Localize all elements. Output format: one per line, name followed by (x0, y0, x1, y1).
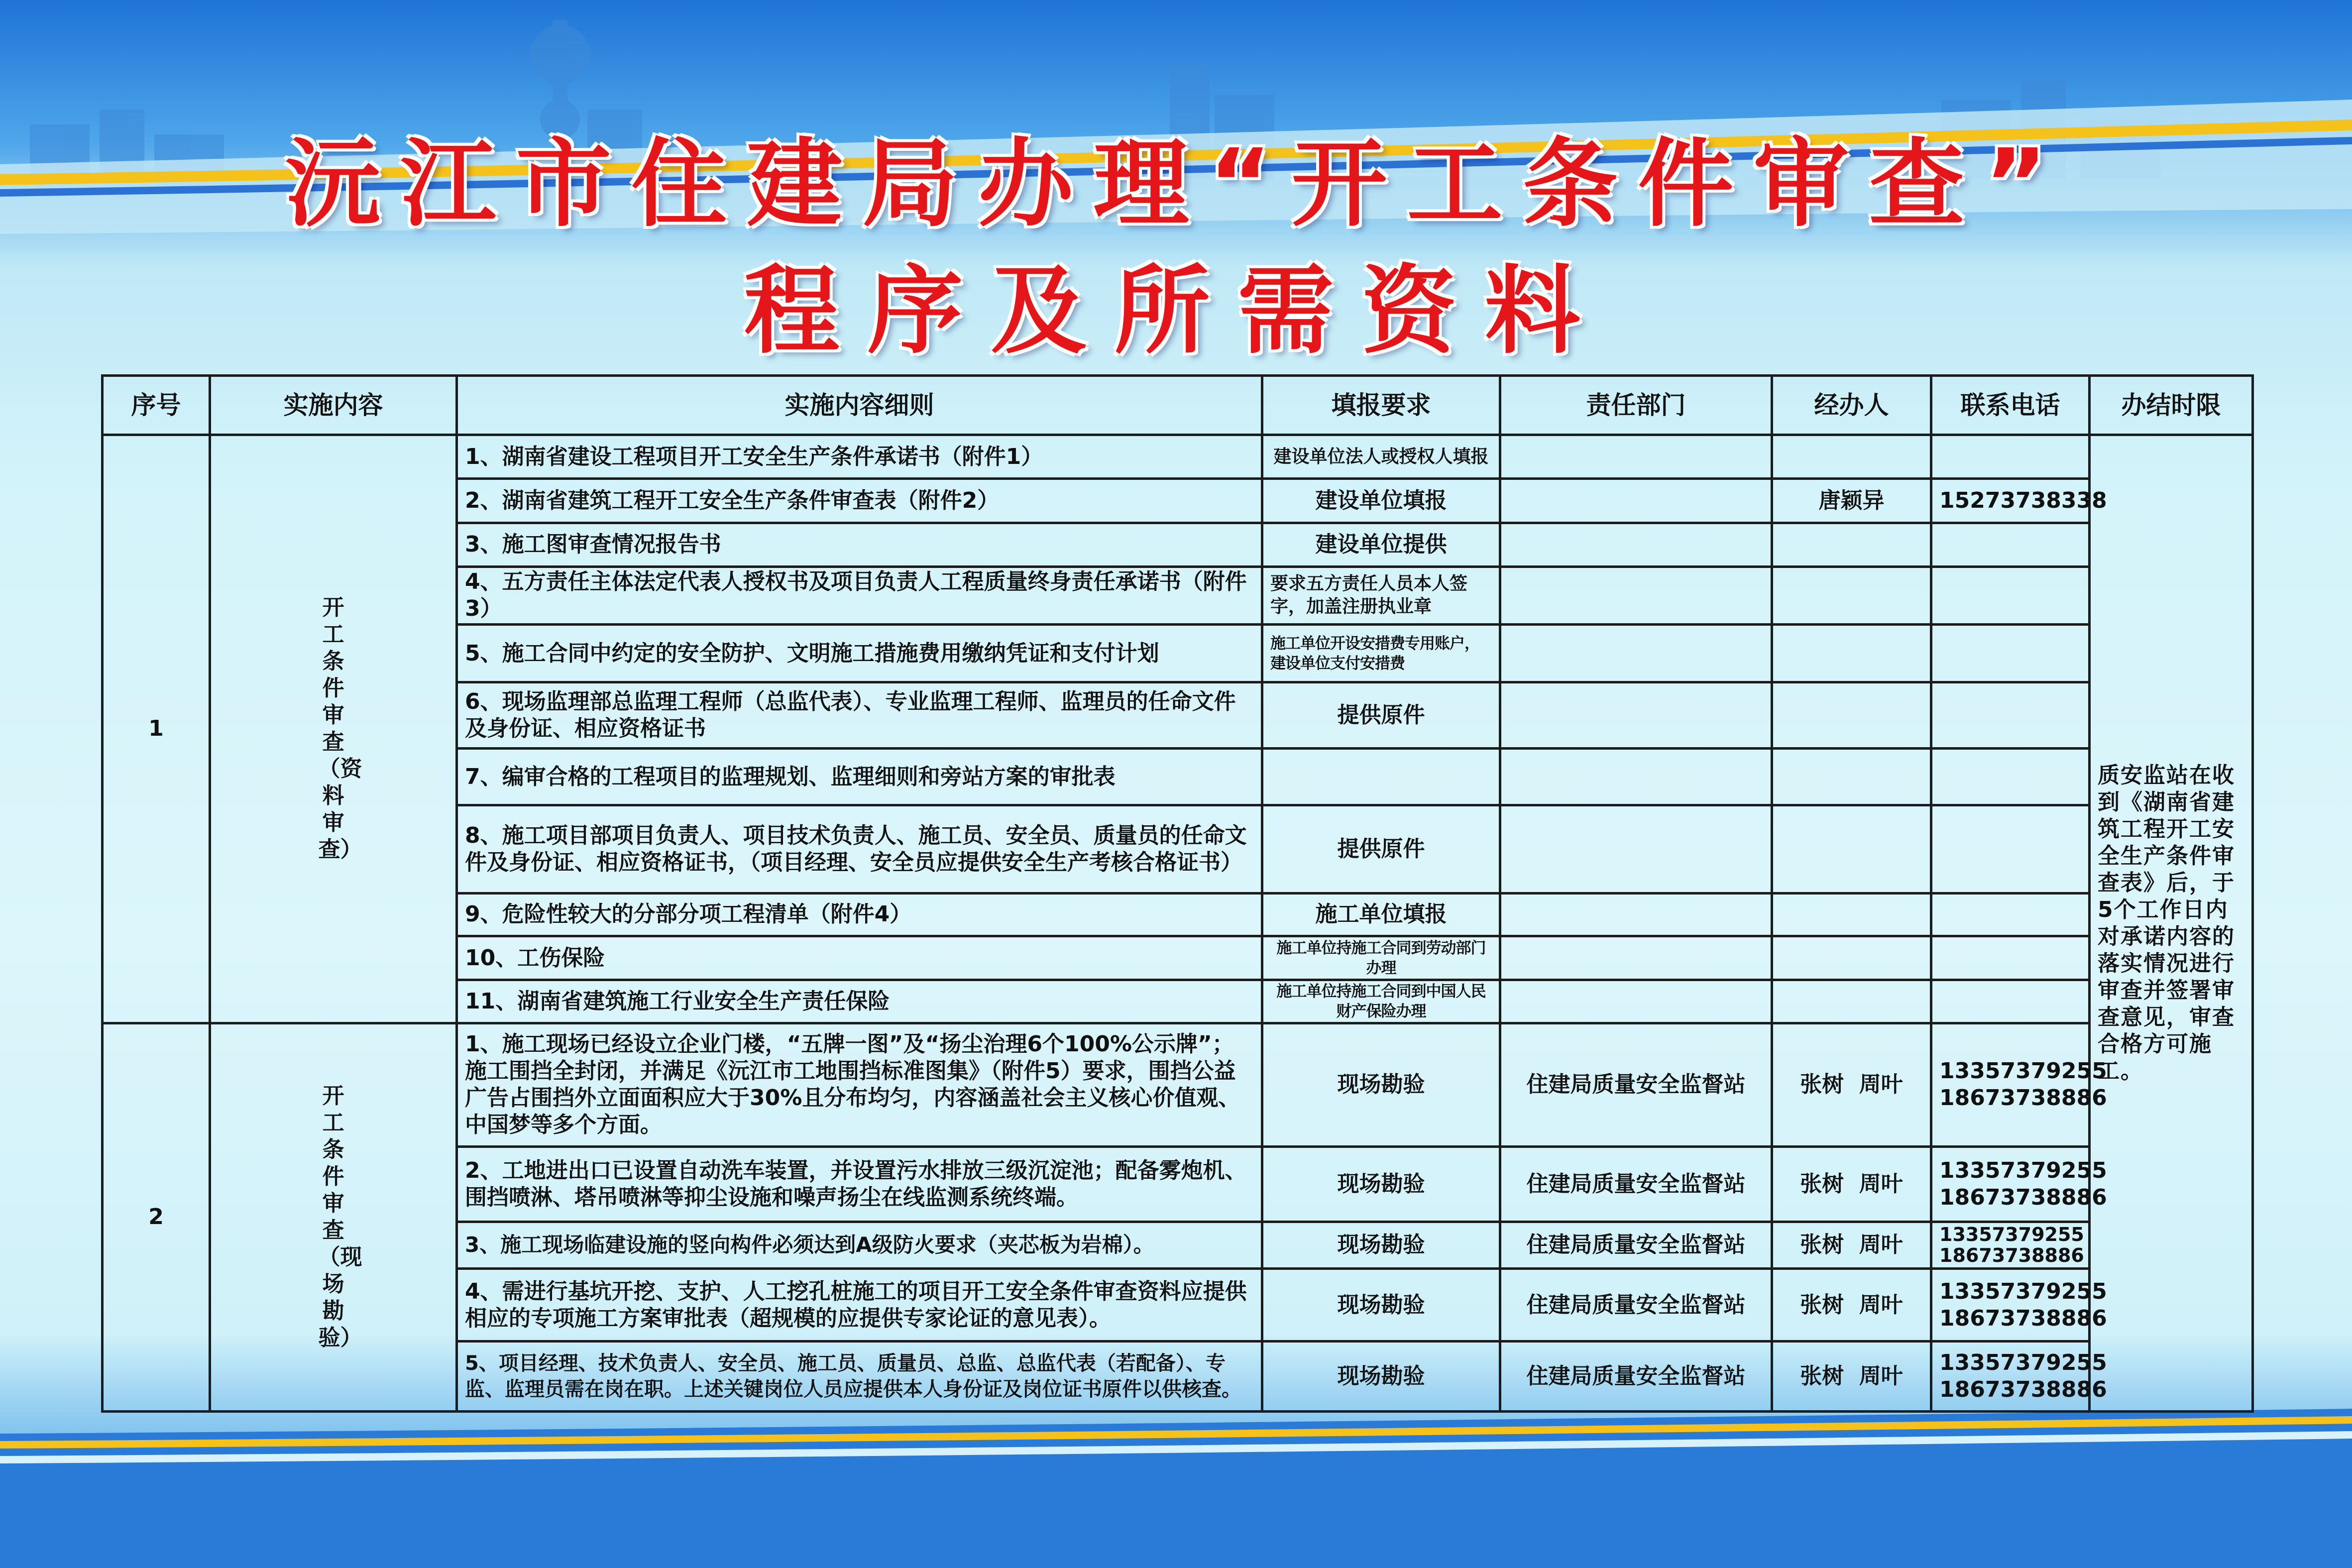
header-seq: 序号 (103, 376, 210, 435)
row-requirement: 施工单位填报 (1262, 893, 1500, 936)
row-phone (1931, 523, 2090, 566)
row-department (1500, 980, 1772, 1023)
row-requirement: 现场勘验 (1262, 1269, 1500, 1342)
row-phone (1931, 682, 2090, 748)
section-content-text: 开工条件审查（资料审查） (318, 595, 362, 863)
row-requirement (1262, 748, 1500, 805)
row-phone (1931, 435, 2090, 479)
section-seq: 1 (103, 435, 210, 1023)
section-content (210, 435, 457, 1023)
header-handler: 经办人 (1772, 376, 1931, 435)
row-department (1500, 748, 1772, 805)
row-handler (1772, 936, 1931, 980)
row-requirement: 提供原件 (1262, 682, 1500, 748)
row-detail: 11、湖南省建筑施工行业安全生产责任保险 (457, 980, 1262, 1023)
row-requirement: 建设单位提供 (1262, 523, 1500, 566)
row-phone (1931, 805, 2090, 894)
row-handler (1772, 435, 1931, 479)
row-handler: 张树 周叶 (1772, 1342, 1931, 1412)
row-detail: 9、危险性较大的分部分项工程清单（附件4） (457, 893, 1262, 936)
row-detail: 2、工地进出口已设置自动洗车装置，并设置污水排放三级沉淀池；配备雾炮机、围挡喷淋、塔吊喷淋等抑尘设施和噪声扬尘在线监测系统终端。 (457, 1147, 1262, 1222)
section-content-text: 开工条件审查（现场勘验） (318, 1083, 362, 1351)
row-detail: 8、施工项目部项目负责人、项目技术负责人、施工员、安全员、质量员的任命文件及身份证、相应资格证书，（项目经理、安全员应提供安全生产考核合格证书） (457, 805, 1262, 894)
row-detail: 2、湖南省建筑工程开工安全生产条件审查表（附件2） (457, 479, 1262, 523)
row-requirement: 施工单位持施工合同到中国人民财产保险办理 (1262, 980, 1500, 1023)
row-detail: 7、编审合格的工程项目的监理规划、监理细则和旁站方案的审批表 (457, 748, 1262, 805)
row-detail: 1、湖南省建设工程项目开工安全生产条件承诺书（附件1） (457, 435, 1262, 479)
page-title-line2: 程序及所需资料 (744, 256, 1608, 367)
row-requirement: 现场勘验 (1262, 1147, 1500, 1222)
row-handler (1772, 625, 1931, 682)
row-department (1500, 479, 1772, 523)
row-department (1500, 523, 1772, 566)
row-phone: 15273738338 (1931, 479, 2090, 523)
row-department (1500, 805, 1772, 894)
header-detail: 实施内容细则 (457, 376, 1262, 435)
header-department: 责任部门 (1500, 376, 1772, 435)
row-phone: 13357379255 18673738886 (1931, 1023, 2090, 1147)
row-department (1500, 435, 1772, 479)
row-detail: 5、施工合同中约定的安全防护、文明施工措施费用缴纳凭证和支付计划 (457, 625, 1262, 682)
header-phone: 联系电话 (1931, 376, 2090, 435)
row-requirement: 建设单位法人或授权人填报 (1262, 435, 1500, 479)
row-handler: 张树 周叶 (1772, 1222, 1931, 1268)
row-handler: 唐颖异 (1772, 479, 1931, 523)
row-detail: 3、施工现场临建设施的竖向构件必须达到A级防火要求（夹芯板为岩棉）。 (457, 1222, 1262, 1268)
header-deadline: 办结时限 (2090, 376, 2253, 435)
row-phone: 13357379255 18673738886 (1931, 1222, 2090, 1268)
row-detail: 3、施工图审查情况报告书 (457, 523, 1262, 566)
row-detail: 1、施工现场已经设立企业门楼，“五牌一图”及“扬尘治理6个100%公示牌”；施工围挡全封闭，并满足《沅江市工地围挡标准图集》（附件5）要求，围挡公益广告占围挡外立面面积应大于30%且分布均匀，内容涵盖社会主义核心价值观、中国梦等多个方面。 (457, 1023, 1262, 1147)
row-handler (1772, 980, 1931, 1023)
header-requirement: 填报要求 (1262, 376, 1500, 435)
deadline-cell: 质安监站在收到《湖南省建筑工程开工安全生产条件审查表》后，于5个工作日内对承诺内容的落实情况进行审查并签署审查意见，审查合格方可施工。 (2090, 435, 2253, 1412)
row-department: 住建局质量安全监督站 (1500, 1222, 1772, 1268)
row-phone (1931, 936, 2090, 980)
header-content: 实施内容 (210, 376, 457, 435)
row-phone: 13357379255 18673738886 (1931, 1342, 2090, 1412)
row-requirement: 提供原件 (1262, 805, 1500, 894)
procedure-table (101, 374, 2254, 1413)
row-phone: 13357379255 18673738886 (1931, 1147, 2090, 1222)
row-handler: 张树 周叶 (1772, 1269, 1931, 1342)
row-department: 住建局质量安全监督站 (1500, 1023, 1772, 1147)
row-phone (1931, 625, 2090, 682)
row-requirement: 现场勘验 (1262, 1023, 1500, 1147)
table-row (103, 1023, 2253, 1147)
row-requirement: 施工单位开设安措费专用账户，建设单位支付安措费 (1262, 625, 1500, 682)
row-department (1500, 893, 1772, 936)
row-department: 住建局质量安全监督站 (1500, 1147, 1772, 1222)
row-handler (1772, 748, 1931, 805)
row-department: 住建局质量安全监督站 (1500, 1269, 1772, 1342)
row-detail: 6、现场监理部总监理工程师（总监代表）、专业监理工程师、监理员的任命文件及身份证、相应资格证书 (457, 682, 1262, 748)
row-detail: 5、项目经理、技术负责人、安全员、施工员、质量员、总监、总监代表（若配备）、专监、监理员需在岗在职。上述关键岗位人员应提供本人身份证及岗位证书原件以供核查。 (457, 1342, 1262, 1412)
row-phone (1931, 980, 2090, 1023)
row-phone (1931, 748, 2090, 805)
row-handler (1772, 523, 1931, 566)
row-detail: 4、五方责任主体法定代表人授权书及项目负责人工程质量终身责任承诺书（附件3） (457, 566, 1262, 624)
section-content (210, 1023, 457, 1411)
row-requirement: 现场勘验 (1262, 1342, 1500, 1412)
row-handler: 张树 周叶 (1772, 1147, 1931, 1222)
row-handler (1772, 682, 1931, 748)
row-requirement: 建设单位填报 (1262, 479, 1500, 523)
row-detail: 4、需进行基坑开挖、支护、人工挖孔桩施工的项目开工安全条件审查资料应提供相应的专项施工方案审批表（超规模的应提供专家论证的意见表）。 (457, 1269, 1262, 1342)
section-seq: 2 (103, 1023, 210, 1411)
row-phone (1931, 893, 2090, 936)
row-department (1500, 566, 1772, 624)
row-department (1500, 625, 1772, 682)
row-requirement: 要求五方责任人员本人签字，加盖注册执业章 (1262, 566, 1500, 624)
row-handler (1772, 805, 1931, 894)
row-phone (1931, 566, 2090, 624)
table-header-row (103, 376, 2253, 435)
row-department: 住建局质量安全监督站 (1500, 1342, 1772, 1412)
row-handler (1772, 893, 1931, 936)
row-requirement: 施工单位持施工合同到劳动部门办理 (1262, 936, 1500, 980)
table-row (103, 435, 2253, 479)
row-requirement: 现场勘验 (1262, 1222, 1500, 1268)
row-phone: 13357379255 18673738886 (1931, 1269, 2090, 1342)
row-department (1500, 682, 1772, 748)
row-handler: 张树 周叶 (1772, 1023, 1931, 1147)
row-department (1500, 936, 1772, 980)
row-detail: 10、工伤保险 (457, 936, 1262, 980)
page-title-line1: 沅江市住建局办理“开工条件审查” (285, 129, 2067, 240)
row-handler (1772, 566, 1931, 624)
